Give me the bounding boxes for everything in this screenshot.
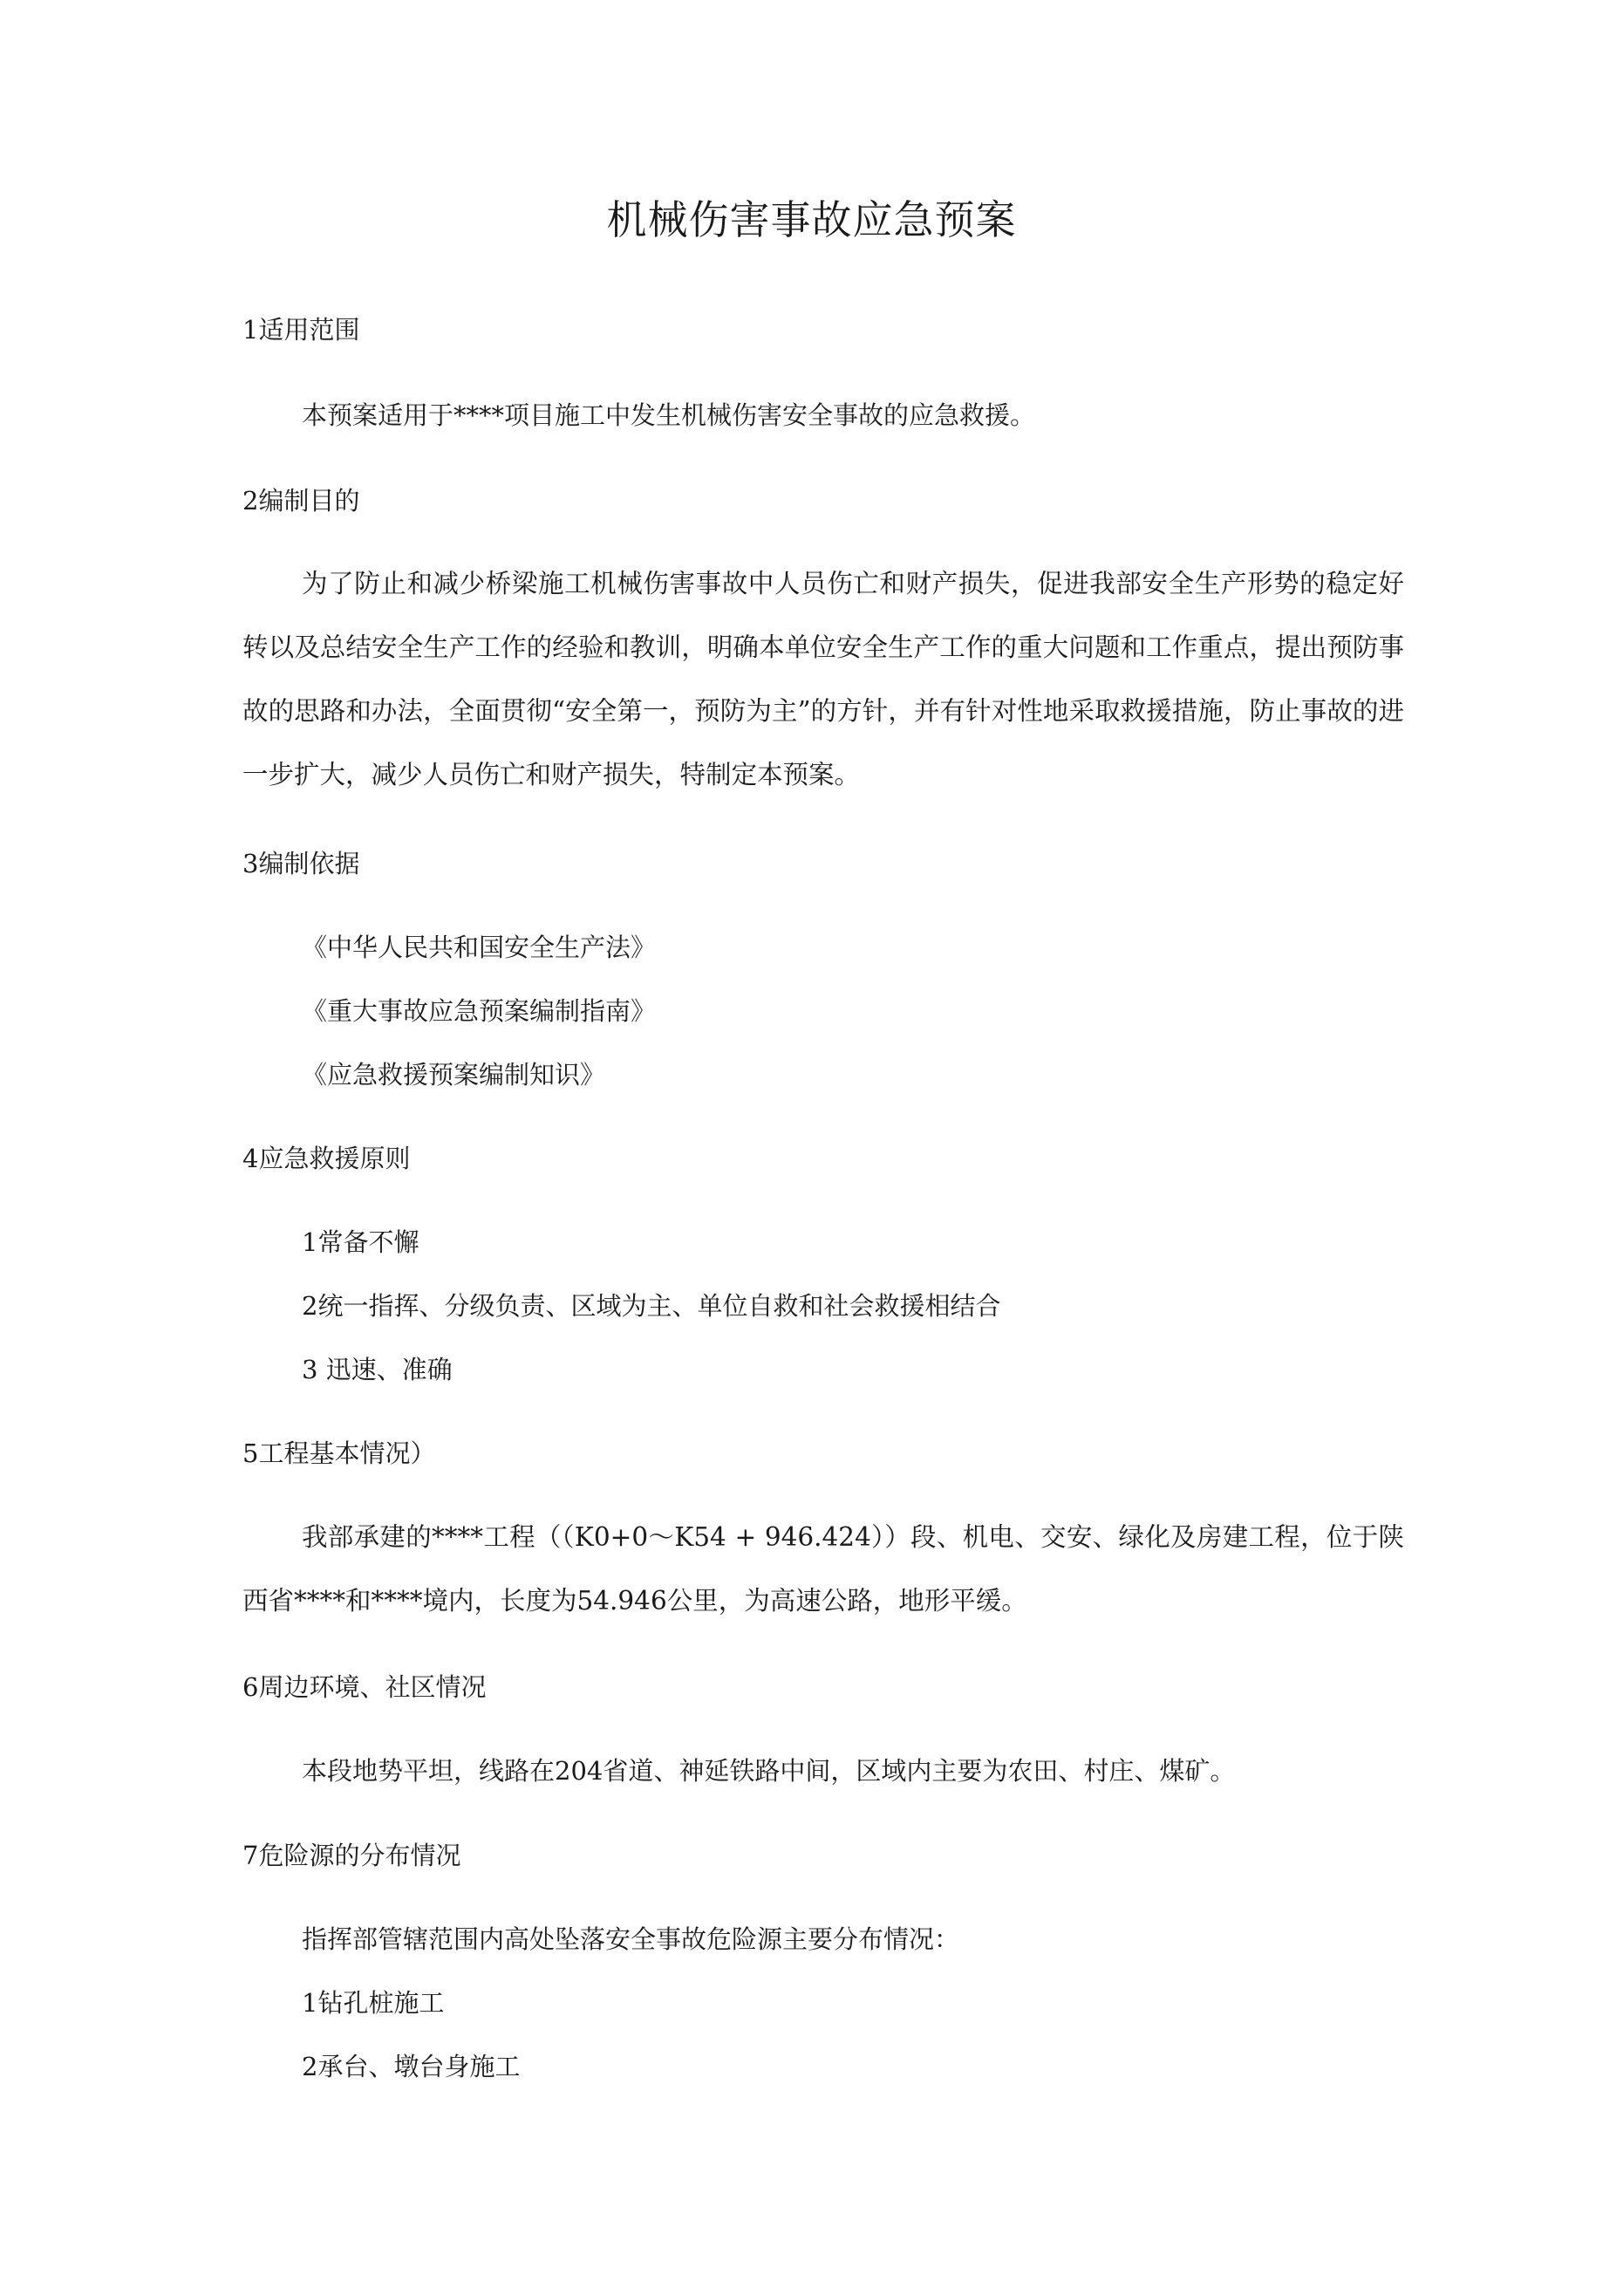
document-title: 机械伤害事故应急预案: [606, 196, 1017, 243]
section-3-heading: 3编制依据: [242, 849, 360, 878]
section-4-item-2: 2统一指挥、分级负责、区域为主、单位自救和社会救援相结合: [302, 1291, 1001, 1321]
section-5-body: 我部承建的****工程（（K0+0〜K54 + 946.424））段、机电、交安、绿化及房建工程，位于陕西省****和****境内，长度为54.946公里，为高速公路，地形平缓。: [242, 1522, 1404, 1616]
section-7-item-2: 2承台、墩台身施工: [302, 2052, 521, 2081]
section-1-body: 本预案适用于****项目施工中发生机械伤害安全事故的应急救援。: [302, 400, 1036, 430]
section-3-item-3: 《应急救援预案编制知识》: [302, 1060, 606, 1090]
section-6-body: 本段地势平坦，线路在204省道、神延铁路中间，区域内主要为农田、村庄、煤矿。: [302, 1756, 1236, 1786]
section-4-item-3: 3 迅速、准确: [302, 1355, 453, 1384]
section-4-item-1: 1常备不懈: [302, 1227, 419, 1257]
section-1-heading: 1适用范围: [242, 315, 360, 345]
section-2-body: 为了防止和减少桥梁施工机械伤害事故中人员伤亡和财产损失，促进我部安全生产形势的稳定好转以及总结安全生产工作的经验和教训，明确本单位安全生产工作的重大问题和工作重点，提出预防事故的思路和办法，全面贯彻“安全第一，预防为主”的方针，并有针对性地采取救援措施，防止事故的进一步扩大，减少人员伤亡和财产损失，特制定本预案。: [242, 569, 1404, 789]
section-6-heading: 6周边环境、社区情况: [242, 1672, 487, 1702]
section-2-heading: 2编制目的: [242, 486, 360, 516]
section-5-heading: 5工程基本情况）: [242, 1438, 436, 1468]
section-7-intro: 指挥部管辖范围内高处坠落安全事故危险源主要分布情况：: [302, 1924, 960, 1954]
section-4-heading: 4应急救援原则: [242, 1144, 411, 1173]
section-3-item-2: 《重大事故应急预案编制指南》: [302, 996, 657, 1026]
section-7-item-1: 1钻孔桩施工: [302, 1988, 445, 2018]
section-3-item-1: 《中华人民共和国安全生产法》: [302, 933, 657, 962]
section-7-heading: 7危险源的分布情况: [242, 1841, 461, 1870]
